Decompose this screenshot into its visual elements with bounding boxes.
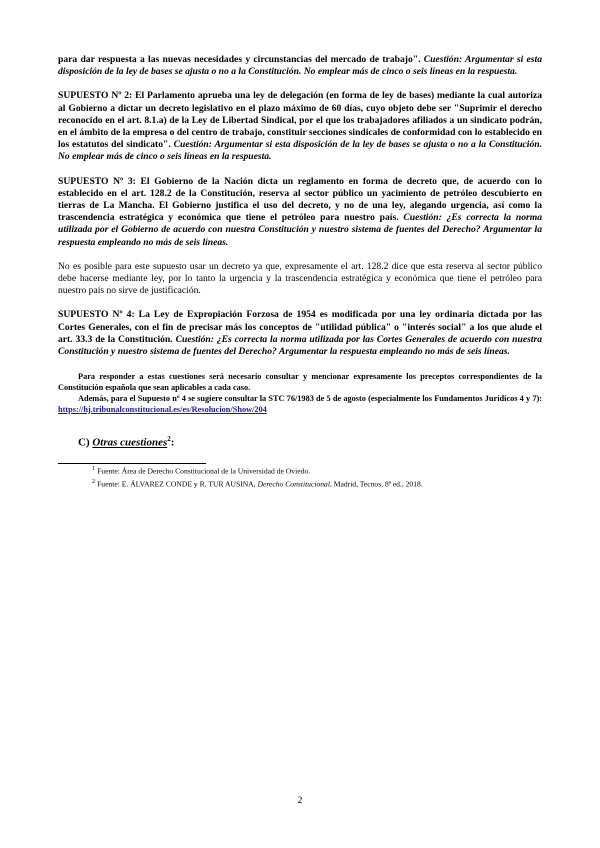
note-1: Para responder a estas cuestiones será necesario consultar y mencionar expresamente los preceptos correspondientes de la Constitución española que sean aplicables a cada caso. (58, 372, 542, 393)
top-paragraph-question: Cuestión: Argumentar si esta disposición de la ley de bases se ajusta o no a la Constitución. No emplear más de cinco o seis líneas en la respuesta. (58, 54, 542, 78)
supuesto-3-question: Cuestión: ¿Es correcta la norma utilizada por el Gobierno de acuerdo con nuestra Constitución y nuestro sistema de fuentes del Derecho? Argumentar la respuesta empleando no más de seis líneas. (58, 212, 542, 248)
supuesto-4-question: Cuestión: ¿Es correcta la norma utilizada por las Cortes Generales de acuerdo con nuestra Constitución y nuestro sistema de fuentes del Derecho? Argumentar la respuesta empleando no más de seis líneas. (58, 333, 543, 358)
answer-3: No es posible para este supuesto usar un decreto ya que, expresamente el art. 128.2 dice que esta reserva al sector público debe hacerse mediante ley, por lo tanto la urgencia y la trascendencia estratégica y económica que tiene el petróleo para nuestro país no sirve de justificación. (58, 260, 542, 297)
top-paragraph-bold: para dar respuesta a las nuevas necesidades y circunstancias del mercado de trabajo". (58, 54, 424, 65)
footnote-2-text-after: , Madrid, Tecnos, 8ª ed., 2018. (329, 479, 423, 489)
note-2-text: Además, para el Supuesto nº 4 se sugiere consultar la STC 76/1983 de 5 de agosto (especialmente los Fundamentos Jurídicos 4 y 7): (78, 393, 542, 403)
section-c-footnote-ref[interactable]: 2 (167, 435, 171, 444)
note-2 (58, 394, 542, 416)
supuesto-2 (58, 90, 542, 163)
section-c-title: Otras cuestiones (92, 437, 168, 450)
footnote-2-book-title: Derecho Constitucional (257, 479, 330, 489)
supuesto-3 (58, 176, 542, 249)
section-c-suffix: : (170, 437, 175, 450)
section-c-heading (78, 435, 542, 449)
footnote-1-number: 1 (92, 465, 96, 473)
footnote-1-text: Fuente: Área de Derecho Constitucional de la Universidad de Oviedo. (97, 466, 311, 476)
supuesto-2-statement: SUPUESTO Nº 2: El Parlamento aprueba una ley de delegación (en forma de ley de bases) mediante la cual autoriza al Gobierno a dictar un decreto legislativo en el plazo máximo de 60 días, cuyo objeto debe ser "Suprimir el derecho reconocido en el art. 8.1.a) de la Ley de Libertad Sindical, por el que los trabajadores afiliados a un sindicato podrán, en el ámbito de la empresa o del centro de trabajo, constituir secciones sindicales de conformidad con lo establecido en los estatutos del sindicato". (58, 90, 542, 151)
footnotes (58, 464, 542, 489)
page-number: 2 (297, 795, 303, 806)
section-c-prefix: C) (78, 437, 93, 450)
instructions-note (58, 372, 542, 415)
stc-link[interactable]: https://hj.tribunalconstitucional.es/es/Resolucion/Show/204 (58, 404, 267, 414)
supuesto-2-question: Cuestión: Argumentar si esta disposición de la ley de bases se ajusta o no a la Constitución. No emplear más de cinco o seis líneas en la respuesta. (58, 139, 542, 163)
top-paragraph (58, 54, 542, 78)
supuesto-3-statement: SUPUESTO Nº 3: El Gobierno de la Nación dicta un reglamento en forma de decreto que, de acuerdo con lo establecido en el art. 128.2 de la Constitución, reserva al sector público un yacimiento de petróleo descubierto en tierras de La Mancha. El Gobierno justifica el uso del decreto, y no de una ley, alegando urgencia, así como la trascendencia estratégica y económica que tiene el petróleo para nuestro país. (58, 175, 542, 224)
supuesto-4-statement: SUPUESTO Nº 4: La Ley de Expropiación Forzosa de 1954 es modificada por una ley ordinaria dictada por las Cortes Generales, con el fin de precisar más los conceptos de "utilidad pública" o "interés social" a los que alude el art. 33.3 de la Constitución. (58, 309, 542, 345)
document-page (58, 54, 542, 489)
footnote-2-number: 2 (92, 477, 96, 485)
footnote-1 (58, 464, 542, 477)
footnote-2 (58, 477, 542, 490)
supuesto-4 (58, 309, 542, 358)
footnote-2-text-before: Fuente: E. ÁLVAREZ CONDE y R. TUR AUSINA, (97, 479, 258, 489)
